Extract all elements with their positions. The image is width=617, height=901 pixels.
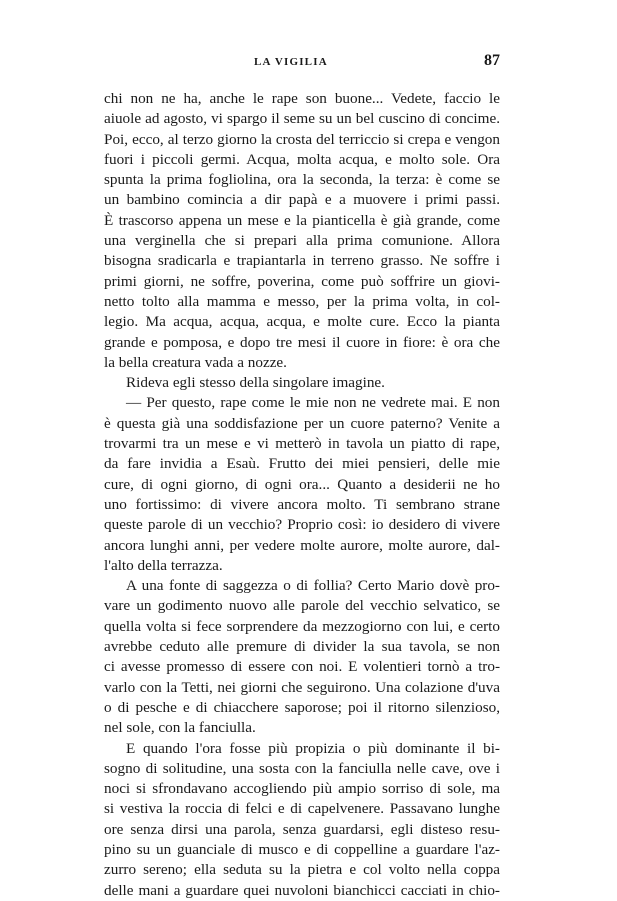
text-line: l'alto della terrazza.: [104, 556, 223, 574]
text-line: spunta la prima fogliolina, ora la seconda, la terza: è come se: [104, 171, 500, 189]
text-line: fuori i piccoli germi. Acqua, molta acqua, e molto sole. Ora: [104, 150, 500, 168]
text-line: cure, di ogni giorno, di ogni ora... Quanto a desiderii ne ho: [104, 475, 500, 493]
text-line: una verginella che si prepari alla prima comunione. Allora: [104, 232, 500, 250]
text-line: È trascorso appena un mese e la pianticella è già grande, come: [104, 211, 500, 229]
text-line: un bambino comincia a dir papà e a muovere i primi passi.: [104, 191, 500, 209]
text-line: quella volta si fece sorprendere da mezzogiorno con lui, e certo: [104, 617, 500, 635]
text-line: uno fortissimo: di vivere ancora molto. Ti sembrano strane: [104, 495, 500, 513]
text-line: netto tolto alla mamma e messo, per la prima volta, in col-: [104, 292, 500, 310]
text-line: pino su un guanciale di musco e di coppelline a guardare l'az-: [104, 840, 500, 858]
text-line: aiuole ad agosto, vi spargo il seme su un bel cuscino di concime.: [104, 110, 500, 128]
text-line: avrebbe ceduto alle premure di divider la sua tavola, se non: [104, 638, 500, 656]
text-line: o di pesche e di chiacchere saporose; poi il ritorno silenzioso,: [104, 698, 500, 716]
text-line: zurro sereno; ella seduta su la pietra e col volto nella coppa: [104, 861, 500, 879]
text-line: noci si sfrondavano accogliendo più ampio sorriso di sole, ma: [104, 780, 500, 798]
text-line: Poi, ecco, al terzo giorno la crosta del terriccio si crepa e vengon: [104, 130, 500, 148]
text-line: A una fonte di saggezza o di follia? Certo Mario dovè pro-: [126, 577, 500, 595]
text-line: si vestiva la roccia di felci e di capelvenere. Passavano lunghe: [104, 800, 500, 818]
text-line: queste parole di un vecchio? Proprio così: io desidero di vivere: [104, 516, 500, 534]
text-line: — Per questo, rape come le mie non ne vedrete mai. E non: [126, 394, 500, 412]
text-line: varlo con la Tetti, nei giorni che seguirono. Una colazione d'uva: [104, 678, 500, 696]
text-line: nel sole, con la fanciulla.: [104, 719, 256, 737]
text-line: legio. Ma acqua, acqua, acqua, e molte cure. Ecco la pianta: [104, 313, 500, 331]
text-line: E quando l'ora fosse più propizia o più dominante il bi-: [126, 739, 500, 757]
text-line: è questa già una soddisfazione per un cuore paterno? Venite a: [104, 414, 500, 432]
running-title: LA VIGILIA: [254, 56, 328, 68]
text-line: ci avesse promesso di essere con noi. E volentieri tornò a tro-: [104, 658, 500, 676]
text-line: la bella creatura vada a nozze.: [104, 353, 287, 371]
text-line: sogno di solitudine, una sosta con la fanciulla nelle cave, ove i: [104, 759, 500, 777]
text-line: grande e pomposa, e dopo tre mesi il cuore in fiore: è ora che: [104, 333, 500, 351]
text-line: ancora lunghi anni, per vedere molte aurore, molte aurore, dal-: [104, 536, 500, 554]
text-line: delle mani a guardare quei nuvoloni bianchicci cacciati in chio-: [104, 881, 500, 899]
text-line: bisogna sradicarla e trapiantarla in terreno grasso. Ne soffre i: [104, 252, 500, 270]
page-header: [104, 52, 500, 74]
text-line: chi non ne ha, anche le rape son buone... Vedete, faccio le: [104, 90, 500, 107]
body-text: [104, 89, 500, 901]
text-line: Rideva egli stesso della singolare imagine.: [126, 374, 385, 392]
text-line: primi giorni, ne soffre, poverina, come può soffrire un giovi-: [104, 272, 500, 290]
page-number: 87: [484, 52, 500, 69]
text-line: trovarmi tra un mese e vi metterò in tavola un piatto di rape,: [104, 435, 500, 453]
text-line: ore senza dirsi una parola, senza guardarsi, egli disteso resu-: [104, 820, 500, 838]
text-line: da fare invidia a Esaù. Frutto dei miei pensieri, delle mie: [104, 455, 500, 473]
text-line: vare un godimento nuovo alle parole del vecchio selvatico, se: [104, 597, 500, 615]
